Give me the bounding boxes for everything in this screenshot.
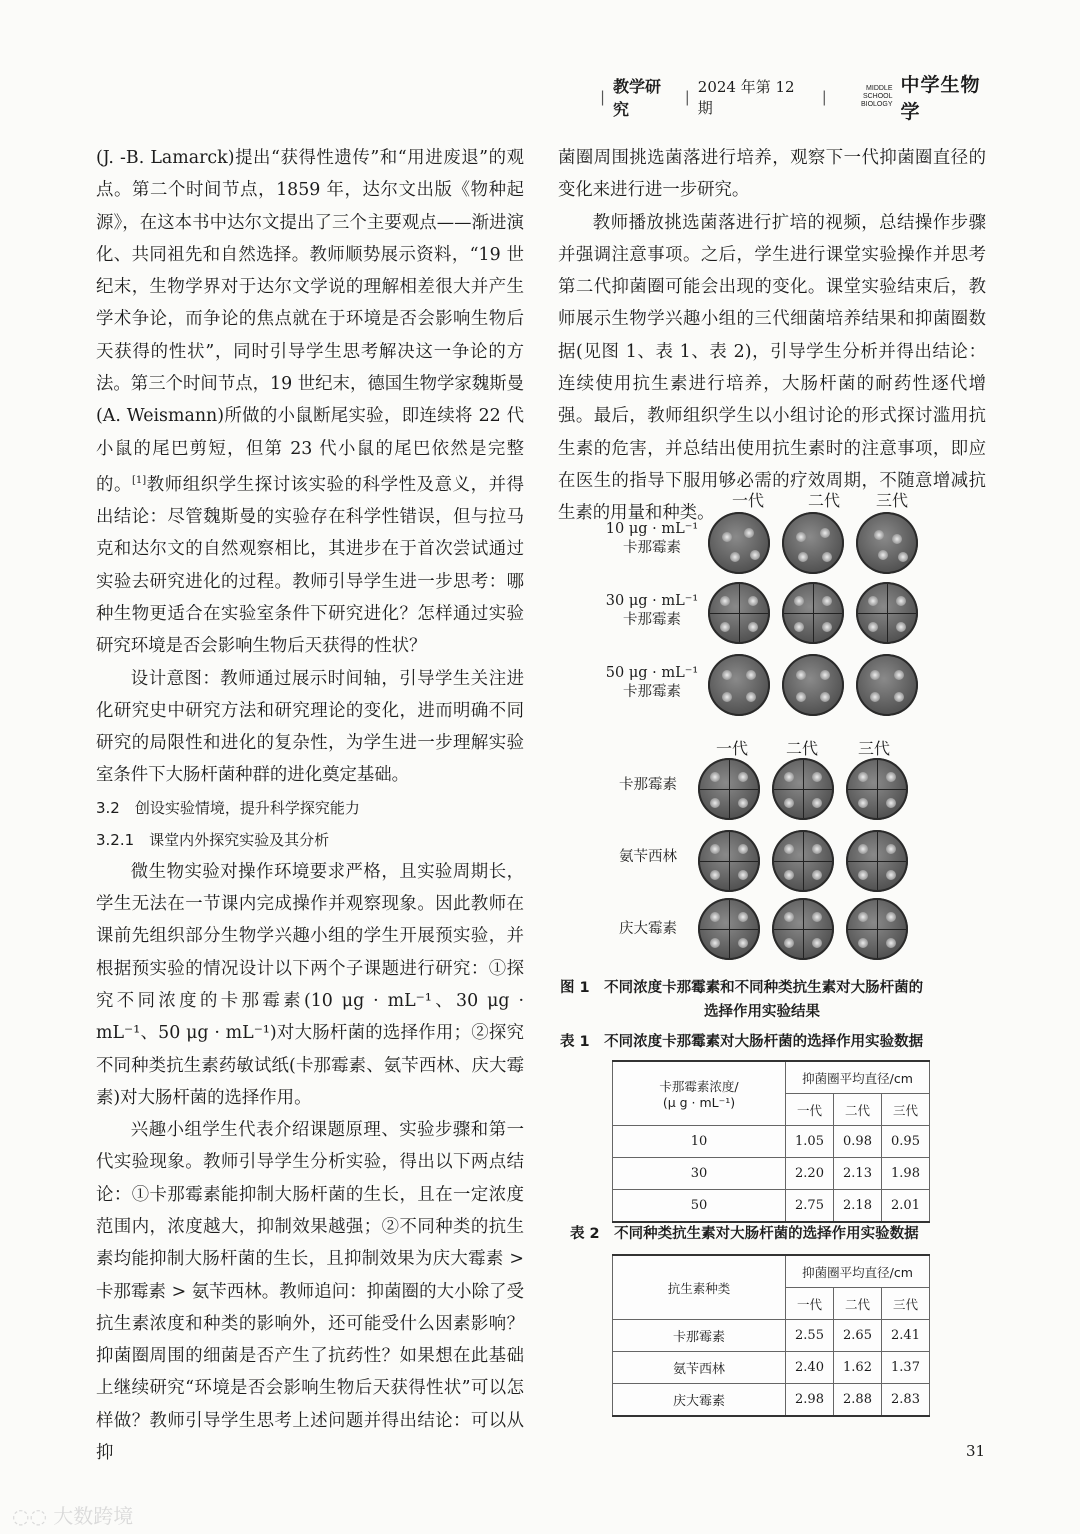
petri-dish: [772, 758, 834, 820]
left-column: [96, 142, 524, 1469]
table-2: [612, 1254, 930, 1417]
section-heading-3-2-1: 3.2.1 课堂内外探究实验及其分析: [96, 830, 330, 849]
table-cell: 1.05: [786, 1126, 834, 1158]
table-cell: 2.01: [882, 1190, 930, 1223]
conc-row-label: 30 μg · mL⁻¹ 卡那霉素: [605, 593, 699, 628]
table-cell: 0.95: [882, 1126, 930, 1158]
table-cell: 0.98: [834, 1126, 882, 1158]
table-cell: 2.88: [834, 1384, 882, 1417]
petri-dish: [846, 758, 908, 820]
table-cell: 卡那霉素: [613, 1320, 786, 1352]
table-cell: 1.37: [882, 1352, 930, 1384]
table-cell: 2.41: [882, 1320, 930, 1352]
petri-dish: [846, 830, 908, 892]
table-header: 二代: [834, 1094, 882, 1126]
gen-title: 一代: [732, 491, 765, 510]
table-header: 三代: [882, 1094, 930, 1126]
table-cell: 2.55: [786, 1320, 834, 1352]
table-cell: 庆大霉素: [613, 1384, 786, 1417]
running-header: | 教学研究 | 2024 年第 12 期 | MIDDLE SCHOOL BIOLOGY 中学生物学: [600, 84, 1000, 110]
petri-dish: [708, 582, 770, 644]
watermark: ◌◌ 大数跨境: [12, 1504, 134, 1528]
petri-dish: [856, 512, 918, 574]
section-label: 教学研究: [613, 77, 662, 119]
gen-title: 二代: [786, 739, 819, 758]
table-cell: 2.75: [786, 1190, 834, 1223]
petri-dish: [698, 830, 760, 892]
gen-title: 三代: [858, 739, 891, 758]
table-header: 抗生素种类: [613, 1255, 786, 1320]
table-cell: 1.62: [834, 1352, 882, 1384]
gen-title: 一代: [716, 739, 749, 758]
petri-dish: [856, 582, 918, 644]
table-row: [613, 1320, 930, 1352]
antibiotic-row-label: 卡那霉素: [619, 777, 677, 793]
table-cell: 30: [613, 1158, 786, 1190]
table-1: [612, 1060, 930, 1223]
table-cell: 2.83: [882, 1384, 930, 1417]
table-cell: 2.18: [834, 1190, 882, 1223]
table-cell: 2.40: [786, 1352, 834, 1384]
table-header: 抑菌圈平均直径/cm: [786, 1061, 930, 1094]
table-header: 抑菌圈平均直径/cm: [786, 1255, 930, 1288]
table-cell: 50: [613, 1190, 786, 1223]
petri-dish: [846, 898, 908, 960]
figure-1-petri-dishes: [605, 484, 942, 950]
conc-row-label: 50 μg · mL⁻¹ 卡那霉素: [605, 665, 699, 700]
gen-title: 三代: [876, 491, 909, 510]
right-column: [558, 142, 986, 530]
paragraph-experiment-design: 微生物实验对操作环境要求严格，且实验周期长，学生无法在一节课内完成操作并观察现象。因此教师在课前先组织部分生物学兴趣小组的学生开展预实验，并根据预实验的情况设计以下两个子课题进行研究：①探究不同浓度的卡那霉素(10 μg · mL⁻¹、30 μg · mL⁻¹、50 μg · mL⁻¹)对大肠杆菌的选择作用；②探究不同种类抗生素药敏试纸(卡那霉素、氨苄西林、庆大霉素)对大肠杆菌的选择作用。: [96, 861, 524, 1108]
page-number: 31: [966, 1442, 986, 1460]
paragraph-continuation: 菌圈周围挑选菌落进行培养，观察下一代抑菌圈直径的变化来进行进一步研究。: [558, 148, 986, 201]
table-header: 三代: [882, 1288, 930, 1320]
table-cell: 1.98: [882, 1158, 930, 1190]
watermark-logo-icon: ◌◌: [12, 1504, 54, 1528]
petri-dish: [698, 898, 760, 960]
table-row: [613, 1158, 930, 1190]
table-header: 一代: [786, 1288, 834, 1320]
petri-dish: [782, 512, 844, 574]
table-row: [613, 1126, 930, 1158]
table-cell: 2.98: [786, 1384, 834, 1417]
petri-dish: [772, 898, 834, 960]
table-2-caption: 表 2 不同种类抗生素对大肠杆菌的选择作用实验数据: [570, 1226, 919, 1242]
journal-english-name: MIDDLE SCHOOL BIOLOGY: [860, 85, 893, 108]
table-1-caption: 表 1 不同浓度卡那霉素对大肠杆菌的选择作用实验数据: [560, 1034, 924, 1050]
table-row: [613, 1352, 930, 1384]
issue-label: 2024 年第 12 期: [697, 78, 795, 117]
table-cell: 2.20: [786, 1158, 834, 1190]
petri-dish: [708, 654, 770, 716]
table-header: 一代: [786, 1094, 834, 1126]
table-cell: 2.13: [834, 1158, 882, 1190]
antibiotic-row-label: 庆大霉素: [619, 921, 677, 937]
petri-dish: [708, 512, 770, 574]
table-cell: 氨苄西林: [613, 1352, 786, 1384]
citation-ref[interactable]: [1]: [131, 474, 147, 486]
figure-1-caption: 图 1 不同浓度卡那霉素和不同种类抗生素对大肠杆菌的 选择作用实验结果: [560, 980, 924, 1020]
conc-row-label: 10 μg · mL⁻¹ 卡那霉素: [605, 521, 699, 556]
paragraph-timeline: (J. -B. Lamarck)提出“获得性遗传”和“用进废退”的观点。第二个时间节点，1859 年，达尔文出版《物种起源》，在这本书中达尔文提出了三个主要观点——渐进演化、共同祖先和自然选择。教师顺势展示资料，“19 世纪末，生物学界对于达尔文学说的理解相差很大并产生学术争论，而争论的焦点就在于环境是否会影响生物后天获得的性状”，同时引导学生思考解决这一争论的方法。第三个时间节点，19 世纪末，德国生物学家魏斯曼(A. Weismann)所做的小鼠断尾实验，即连续将 22 代小鼠的尾巴剪短，但第 23 代小鼠的尾巴依然是完整的。[1]教师组织学生探讨该实验的科学性及意义，并得出结论：尽管魏斯曼的实验存在科学性错误，但与拉马克和达尔文的自然观察相比，其进步在于首次尝试通过实验去研究进化的过程。教师引导学生进一步思考：哪种生物更适合在实验室条件下研究进化？怎样通过实验研究环境是否会影响生物后天获得的性状？: [96, 148, 524, 657]
table-row: [613, 1384, 930, 1417]
table-header: 二代: [834, 1288, 882, 1320]
section-heading-3-2: 3.2 创设实验情境，提升科学探究能力: [96, 798, 360, 817]
paragraph-design-intent: 设计意图：教师通过展示时间轴，引导学生关注进化研究史中研究方法和研究理论的变化，进而明确不同研究的局限性和进化的复杂性，为学生进一步理解实验室条件下大肠杆菌种群的进化奠定基础。: [96, 668, 524, 786]
table-cell: 2.65: [834, 1320, 882, 1352]
petri-dish: [782, 582, 844, 644]
table-header: 卡那霉素浓度/ (μ g · mL⁻¹): [613, 1061, 786, 1126]
petri-dish: [782, 654, 844, 716]
table-cell: 10: [613, 1126, 786, 1158]
petri-dish: [772, 830, 834, 892]
petri-dish: [856, 654, 918, 716]
gen-title: 二代: [808, 491, 841, 510]
petri-dish: [698, 758, 760, 820]
table-row: [613, 1190, 930, 1223]
paragraph-analysis: 兴趣小组学生代表介绍课题原理、实验步骤和第一代实验现象。教师引导学生分析实验，得出以下两点结论：①卡那霉素能抑制大肠杆菌的生长，且在一定浓度范围内，浓度越大，抑制效果越强；②不同种类的抗生素均能抑制大肠杆菌的生长，且抑制效果为庆大霉素 > 卡那霉素 > 氨苄西林。教师追问：抑菌圈的大小除了受抗生素浓度和种类的影响外，还可能受什么因素影响？抑菌圈周围的细菌是否产生了抗药性？如果想在此基础上继续研究“环境是否会影响生物后天获得性状”可以怎样做？教师引导学生思考上述问题并得出结论：可以从抑: [96, 1120, 524, 1464]
antibiotic-row-label: 氨苄西林: [619, 849, 677, 865]
paragraph-classroom-experiment: 教师播放挑选菌落进行扩培的视频，总结操作步骤并强调注意事项。之后，学生进行课堂实验操作并思考第二代抑菌圈可能会出现的变化。课堂实验结束后，教师展示生物学兴趣小组的三代细菌培养结果和抑菌圈数据(见图 1、表 1、表 2)，引导学生分析并得出结论：连续使用抗生素进行培养，大肠杆菌的耐药性逐代增强。最后，教师组织学生以小组讨论的形式探讨滥用抗生素的危害，并总结出使用抗生素时的注意事项，即应在医生的指导下服用够必需的疗效周期，不随意增减抗生素的用量和种类。: [558, 212, 986, 524]
journal-logo: 中学生物学: [900, 74, 981, 123]
